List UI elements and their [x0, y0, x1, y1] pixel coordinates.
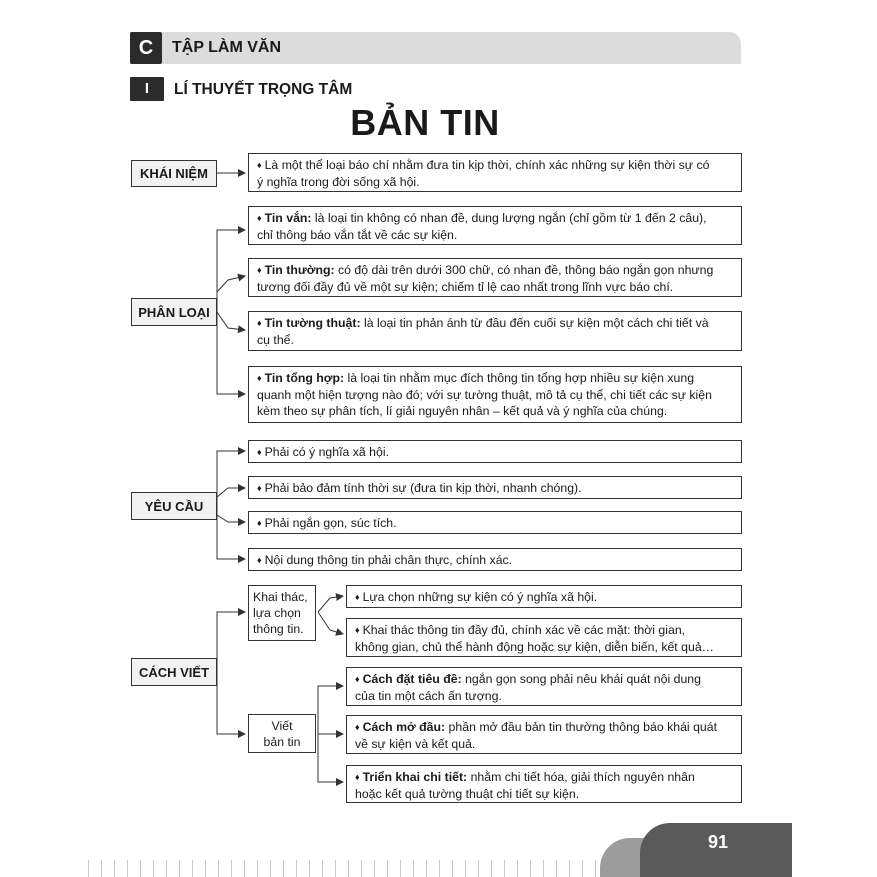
- subcategory-viet-ban-tin: Viết bản tin: [248, 714, 316, 753]
- arrow-connector-icon: [217, 672, 245, 734]
- diamond-bullet-icon: ♦: [355, 722, 360, 732]
- list-item: ♦ Phải có ý nghĩa xã hội.: [248, 440, 742, 463]
- list-item: ♦ Tin vắn: là loại tin không có nhan đề, dung lượng ngắn (chỉ gồm từ 1 đến 2 câu), chỉ thông báo vắn tắt về các sự kiện.: [248, 206, 742, 245]
- diamond-bullet-icon: ♦: [355, 592, 360, 602]
- diamond-bullet-icon: ♦: [257, 265, 262, 275]
- arrow-connector-icon: [217, 488, 245, 497]
- diamond-bullet-icon: ♦: [257, 518, 262, 528]
- list-item: ♦ Tin tường thuật: là loại tin phản ánh từ đầu đến cuối sự kiện một cách chi tiết và cụ thể.: [248, 311, 742, 351]
- arrow-connector-icon: [217, 276, 245, 292]
- diamond-bullet-icon: ♦: [257, 213, 262, 223]
- arrow-connector-icon: [217, 312, 245, 330]
- arrow-connector-icon: [217, 612, 245, 672]
- list-item: ♦ Khai thác thông tin đầy đủ, chính xác về các mặt: thời gian, không gian, chủ thể hành động hoặc sự kiện, diễn biến, kết quả…: [346, 618, 742, 657]
- list-item: ♦ Cách đặt tiêu đề: ngắn gọn song phải nêu khái quát nội dung của tin một cách ấn tượng.: [346, 667, 742, 706]
- arrow-connector-icon: [217, 312, 245, 394]
- diamond-bullet-icon: ♦: [257, 373, 262, 383]
- category-cach-viet: CÁCH VIẾT: [131, 658, 217, 686]
- arrow-connector-icon: [217, 230, 245, 312]
- diamond-bullet-icon: ♦: [355, 772, 360, 782]
- subcategory-khai-thac: Khai thác, lựa chọn thông tin.: [248, 585, 316, 641]
- category-phan-loai: PHÂN LOẠI: [131, 298, 217, 326]
- arrow-connector-icon: [318, 596, 343, 612]
- diamond-bullet-icon: ♦: [355, 674, 360, 684]
- arrow-connector-icon: [318, 612, 343, 634]
- category-khai-niem: KHÁI NIỆM: [131, 160, 217, 187]
- list-item: ♦ Cách mở đầu: phần mở đầu bản tin thường thông báo khái quát về sự kiện và kết quả.: [346, 715, 742, 754]
- arrow-connector-icon: [318, 734, 343, 782]
- diamond-bullet-icon: ♦: [355, 625, 360, 635]
- list-item: ♦ Tin thường: có độ dài trên dưới 300 chữ, có nhan đề, thông báo ngắn gọn nhưng tương đối đầy đủ về một sự kiện; chiếm tỉ lệ cao nhất trong lĩnh vực báo chí.: [248, 258, 742, 297]
- definition-box: ♦ Là một thể loại báo chí nhằm đưa tin kịp thời, chính xác những sự kiện thời sự có ý nghĩa trong đời sống xã hội.: [248, 153, 742, 192]
- diamond-bullet-icon: ♦: [257, 555, 262, 565]
- section-title: TẬP LÀM VĂN: [172, 39, 282, 56]
- list-item: ♦ Lựa chọn những sự kiện có ý nghĩa xã hội.: [346, 585, 742, 608]
- arrow-connector-icon: [318, 686, 343, 734]
- arrow-connector-icon: [217, 515, 245, 522]
- list-item: ♦ Nội dung thông tin phải chân thực, chính xác.: [248, 548, 742, 571]
- arrow-connector-icon: [217, 505, 245, 559]
- section-letter-badge: C: [130, 32, 162, 64]
- diamond-bullet-icon: ♦: [257, 318, 262, 328]
- subsection-title: LÍ THUYẾT TRỌNG TÂM: [174, 81, 353, 98]
- diamond-bullet-icon: ♦: [257, 160, 262, 170]
- category-yeu-cau: YÊU CẦU: [131, 492, 217, 520]
- list-item: ♦ Tin tổng hợp: là loại tin nhằm mục đích thông tin tổng hợp nhiều sự kiện xung quanh một hiện tượng nào đó; với sự tường thuật, mô tả cụ thể, chi tiết các sự kiện kèm theo sự phân tích, lí giải nguyên nhân – kết quả và ý nghĩa của chúng.: [248, 366, 742, 423]
- footer-ruler: [88, 860, 608, 877]
- diamond-bullet-icon: ♦: [257, 447, 262, 457]
- page-number: 91: [708, 832, 729, 852]
- arrow-connector-icon: [217, 451, 245, 505]
- list-item: ♦ Phải ngắn gọn, súc tích.: [248, 511, 742, 534]
- list-item: ♦ Phải bảo đảm tính thời sự (đưa tin kịp thời, nhanh chóng).: [248, 476, 742, 499]
- page-title: BẢN TIN: [350, 102, 500, 143]
- diamond-bullet-icon: ♦: [257, 483, 262, 493]
- subsection-number-badge: I: [130, 77, 164, 101]
- list-item: ♦ Triển khai chi tiết: nhằm chi tiết hóa, giải thích nguyên nhân hoặc kết quả tường thuật chi tiết sự kiện.: [346, 765, 742, 803]
